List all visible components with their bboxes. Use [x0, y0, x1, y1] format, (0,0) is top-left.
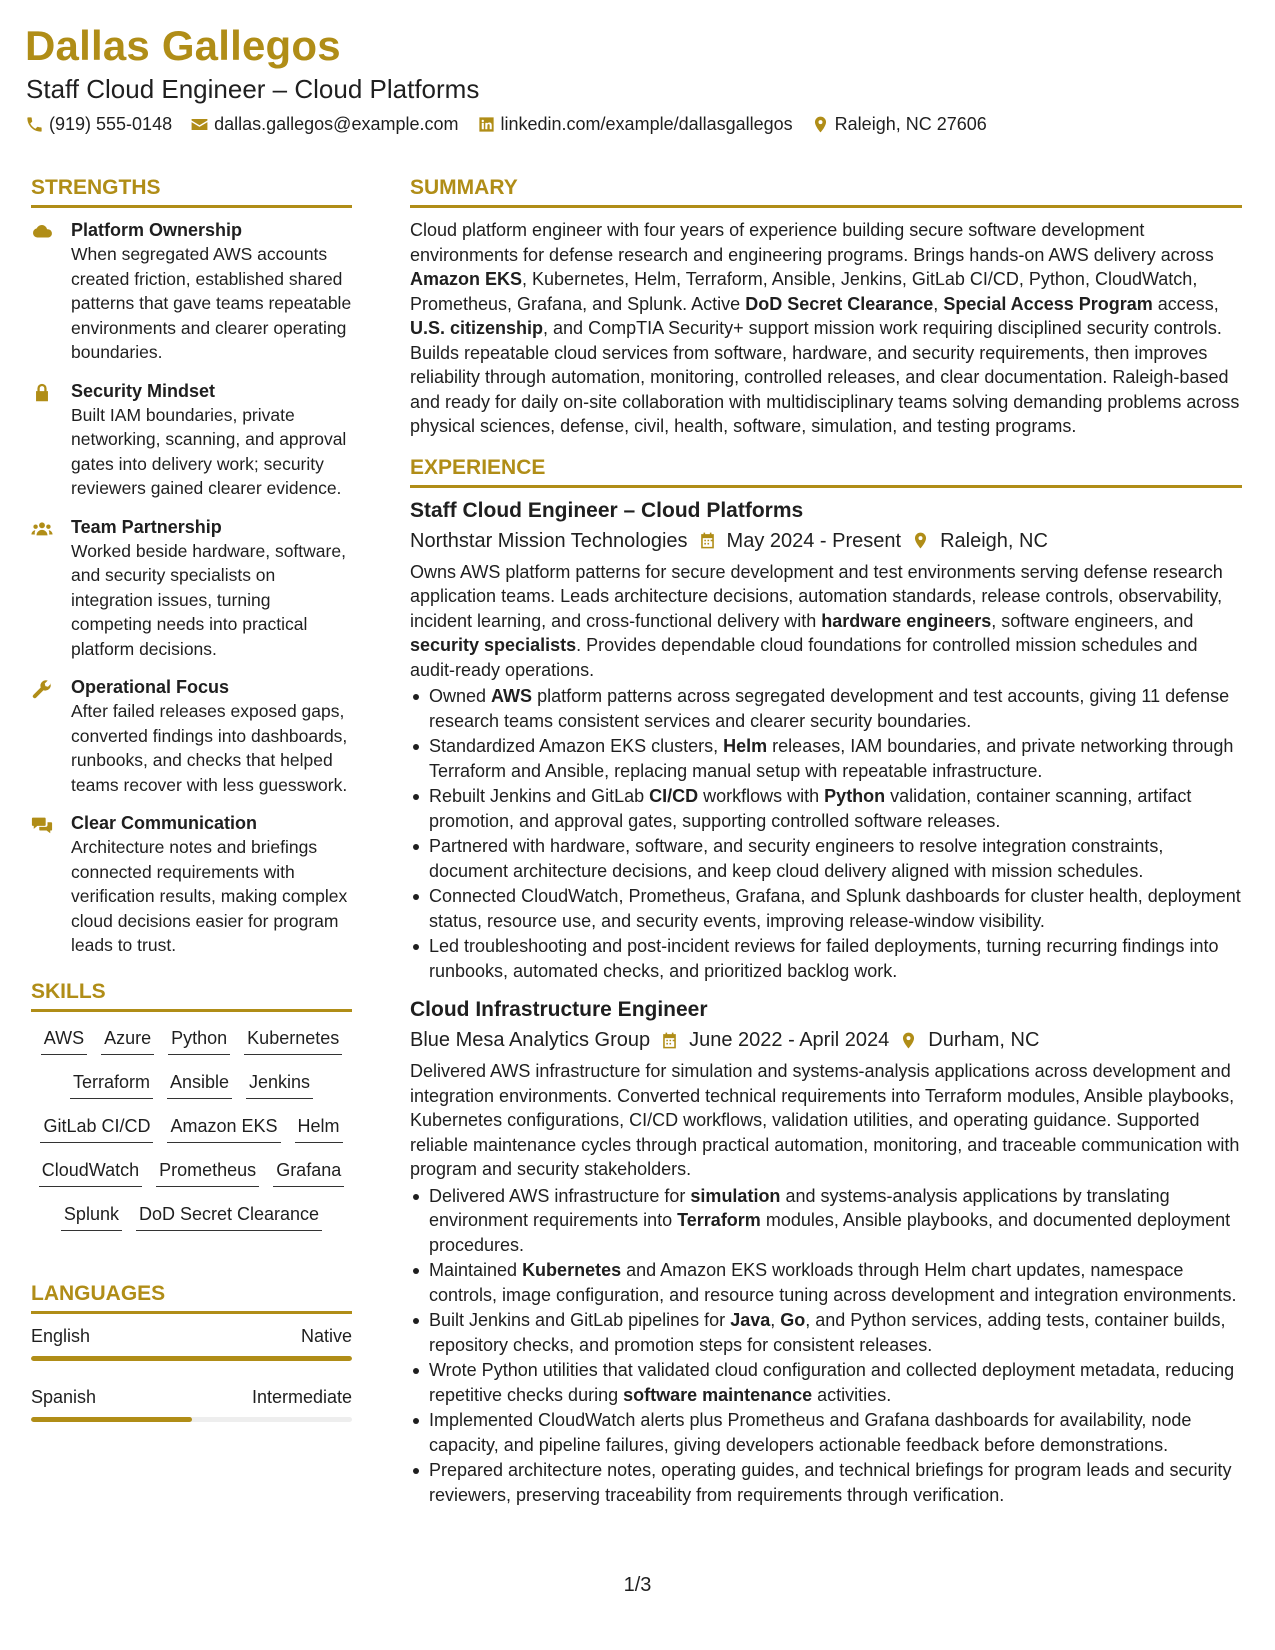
skill-tag: Helm: [295, 1110, 343, 1143]
text-run: Delivered AWS infrastructure for: [429, 1185, 691, 1206]
skill-tag: Prometheus: [156, 1154, 259, 1187]
language-row: [31, 1385, 352, 1409]
text-run: Delivered AWS infrastructure for simulation and systems-analysis applications across development and integration environments. Converted technical requirements into Terraform modules, Ansible playbooks, Kubernetes configurations, CI/CD workflows, validation utilities, and operating guidance. Supported reliable maintenance cycles through practical automation, monitoring, and traceable communication with program and security stakeholders.: [410, 1061, 1240, 1179]
strength-item: [31, 218, 352, 365]
strength-text: [71, 811, 352, 958]
skills-heading: SKILLS: [31, 980, 352, 1012]
bold-text: AWS: [491, 686, 533, 706]
bold-text: Amazon EKS: [410, 269, 523, 289]
candidate-title: Staff Cloud Engineer – Cloud Platforms: [26, 74, 480, 104]
cloud-icon: [31, 221, 53, 243]
comments-icon: [31, 814, 53, 836]
contact-email[interactable]: [190, 114, 458, 135]
skill-tag: GitLab CI/CD: [40, 1110, 153, 1143]
users-icon: [31, 518, 53, 540]
bullet-item: [410, 734, 1242, 783]
bold-text: software maintenance: [623, 1384, 813, 1405]
language-name: Spanish: [31, 1386, 97, 1407]
job-bullets: [410, 684, 1242, 983]
skill-tag: Kubernetes: [244, 1022, 342, 1055]
strength-item: [31, 811, 352, 958]
job-dates: June 2022 - April 2024: [689, 1029, 890, 1051]
strength-description: After failed releases exposed gaps, converted findings into dashboards, runbooks, and checks that helped teams recover with less guesswork.: [71, 701, 348, 795]
skill-tag: CloudWatch: [39, 1154, 142, 1187]
users-icon: [31, 515, 71, 662]
strength-title: Operational Focus: [71, 677, 230, 697]
languages-list: [31, 1324, 352, 1422]
skill-tag: Terraform: [70, 1066, 153, 1099]
bold-text: security specialists: [410, 635, 577, 655]
text-run: , software engineers, and: [991, 610, 1194, 631]
bullet-item: [410, 834, 1242, 883]
bullet-item: [410, 1408, 1242, 1457]
text-run: Built Jenkins and GitLab pipelines for: [429, 1310, 731, 1330]
calendar-icon: [698, 531, 717, 550]
job-entry: [410, 498, 1242, 984]
experience-heading: EXPERIENCE: [410, 456, 1242, 488]
map-pin-icon: [811, 115, 830, 134]
map-pin-icon: [911, 531, 930, 550]
language-proficiency-fill: [31, 1417, 192, 1422]
cloud-icon: [31, 218, 71, 365]
text-run: Connected CloudWatch, Prometheus, Grafana, and Splunk dashboards for cluster health, deployment status, resource use, and security events, improving release-window visibility.: [429, 886, 1241, 931]
location-text: Raleigh, NC 27606: [834, 114, 987, 134]
bold-text: hardware engineers: [821, 610, 992, 631]
text-run: , and Python services, adding tests, container builds, repository checks, and promotion steps for consistent releases.: [429, 1310, 1226, 1355]
text-run: Wrote Python utilities that validated cloud configuration and collected deployment metadata, reducing repetitive checks during: [429, 1360, 1235, 1405]
text-run: Led troubleshooting and post-incident reviews for failed deployments, turning recurring findings into runbooks, automated checks, and prioritized backlog work.: [429, 936, 1219, 981]
job-company: Northstar Mission Technologies: [410, 529, 688, 552]
phone-icon: [25, 115, 44, 134]
lock-icon: [31, 382, 53, 404]
strength-title: Security Mindset: [71, 380, 216, 401]
language-proficiency-bar: [31, 1356, 352, 1361]
wrench-icon: [31, 678, 53, 700]
bullet-item: [410, 784, 1242, 833]
text-run: Maintained: [429, 1260, 523, 1280]
text-run: access,: [1152, 293, 1219, 314]
skill-tag: Amazon EKS: [167, 1110, 280, 1143]
job-dates: May 2024 - Present: [726, 529, 902, 552]
bold-text: Helm: [723, 736, 768, 756]
bold-text: Java: [730, 1310, 771, 1330]
language-level: Intermediate: [251, 1386, 352, 1407]
text-run: Rebuilt Jenkins and GitLab: [429, 786, 650, 806]
text-run: ,: [933, 293, 944, 314]
envelope-icon: [190, 115, 209, 134]
text-run: ,: [770, 1310, 781, 1330]
bold-text: DoD Secret Clearance: [745, 293, 934, 314]
text-run: Prepared architecture notes, operating guides, and technical briefings for program leads and security reviewers, preserving traceability from requirements through verification.: [429, 1460, 1232, 1505]
bold-text: Go: [780, 1310, 806, 1330]
language-proficiency-bar: [31, 1417, 352, 1422]
map-pin-icon: [899, 1031, 918, 1050]
skill-tag: Ansible: [167, 1066, 232, 1099]
text-run: and systems-analysis applications by translating environment requirements into: [429, 1185, 1170, 1230]
languages-heading: LANGUAGES: [31, 1282, 352, 1314]
skill-tag: Azure: [101, 1022, 154, 1055]
strength-text: [71, 379, 352, 501]
comments-icon: [31, 811, 71, 958]
page-number: 1/3: [623, 1574, 652, 1596]
contact-bar: [25, 114, 1005, 135]
language-row: [31, 1324, 352, 1348]
bullet-item: [410, 884, 1242, 933]
bold-text: Python: [824, 786, 886, 806]
job-meta: [410, 527, 1242, 555]
strength-text: [71, 218, 352, 365]
strengths-list: [31, 218, 352, 958]
strength-title: Platform Ownership: [71, 220, 243, 240]
phone-text: (919) 555-0148: [49, 114, 173, 134]
left-column: [31, 176, 352, 1446]
email-text: dallas.gallegos@example.com: [214, 114, 459, 134]
job-bullets: [410, 1184, 1242, 1508]
job-title: Staff Cloud Engineer – Cloud Platforms: [410, 498, 804, 522]
strengths-heading: STRENGTHS: [31, 176, 352, 208]
text-run: modules, Ansible playbooks, and documented deployment procedures.: [429, 1210, 1231, 1255]
contact-phone[interactable]: [25, 114, 172, 135]
language-level: Native: [300, 1325, 352, 1346]
text-run: Implemented CloudWatch alerts plus Prometheus and Grafana dashboards for availability, node capacity, and pipeline failures, giving developers actionable feedback before demonstrations.: [429, 1410, 1192, 1455]
bullet-item: [410, 1458, 1242, 1507]
strength-item: [31, 379, 352, 501]
text-run: . Provides dependable cloud foundations for controlled mission schedules and audit-ready operations.: [410, 635, 1198, 680]
language-item: [31, 1385, 352, 1422]
skill-tag: Grafana: [273, 1154, 344, 1187]
bold-text: CI/CD: [649, 786, 699, 806]
skill-tag: Python: [168, 1022, 230, 1055]
jobs-list: [410, 498, 1242, 1508]
job-company: Blue Mesa Analytics Group: [410, 1029, 651, 1051]
skill-tag: Splunk: [61, 1198, 122, 1231]
bullet-item: [410, 684, 1242, 733]
job-summary: [410, 560, 1242, 683]
bullet-item: [410, 1308, 1242, 1357]
strength-item: [31, 515, 352, 662]
strength-title: Clear Communication: [71, 813, 258, 833]
text-run: releases, IAM boundaries, and private networking through Terraform and Ansible, replacing manual setup with repeatable infrastructure.: [429, 736, 1234, 781]
text-run: Owned: [429, 686, 492, 706]
linkedin-text: linkedin.com/example/dallasgallegos: [500, 114, 793, 134]
calendar-icon: [660, 1031, 679, 1050]
bold-text: simulation: [690, 1185, 781, 1206]
bold-text: Kubernetes: [522, 1260, 622, 1280]
skills-list: [31, 1022, 352, 1242]
strength-description: Architecture notes and briefings connected requirements with verification results, making complex cloud decisions easier for program leads to trust.: [71, 837, 348, 955]
job-location: Durham, NC: [928, 1029, 1040, 1051]
job-entry: [410, 997, 1242, 1507]
language-name: English: [31, 1325, 91, 1346]
bold-text: Special Access Program: [943, 293, 1153, 314]
bullet-item: [410, 1184, 1242, 1258]
skill-tag: Jenkins: [246, 1066, 313, 1099]
text-run: , Kubernetes, Helm, Terraform, Ansible, Jenkins, GitLab CI/CD, Python, CloudWatch, Prometheus, Grafana, and Splunk. Active: [410, 269, 1198, 314]
strength-title: Team Partnership: [71, 516, 222, 537]
bold-text: U.S. citizenship: [410, 318, 544, 338]
linkedin-icon: [477, 115, 496, 134]
language-proficiency-fill: [31, 1356, 352, 1361]
text-run: Cloud platform engineer with four years of experience building secure software development environments for defense research and engineering programs. Brings hands-on AWS delivery across: [410, 220, 1214, 265]
strength-text: [71, 675, 352, 797]
bold-text: Terraform: [677, 1210, 761, 1230]
strength-item: [31, 675, 352, 797]
strength-description: When segregated AWS accounts created friction, established shared patterns that gave teams repeatable environments and clearer operating boundaries.: [71, 244, 352, 362]
skill-tag: AWS: [41, 1022, 87, 1055]
bullet-item: [410, 1358, 1242, 1407]
strength-text: [71, 515, 352, 662]
job-summary: [410, 1059, 1242, 1182]
text-run: activities.: [812, 1384, 892, 1405]
wrench-icon: [31, 675, 71, 797]
lock-icon: [31, 379, 71, 501]
text-run: and Amazon EKS workloads through Helm chart updates, namespace controls, image configuration, and resource tuning across development and integration environments.: [429, 1260, 1237, 1305]
text-run: workflows with: [698, 786, 825, 806]
candidate-name: Dallas Gallegos: [25, 22, 341, 69]
text-run: Owns AWS platform patterns for secure development and test environments serving defense research application teams. Leads architecture decisions, automation standards, release controls, observability, incident learning, and cross-functional delivery with: [410, 561, 1223, 631]
strength-description: Worked beside hardware, software, and security specialists on integration issues, turning competing needs into practical platform decisions.: [71, 540, 346, 659]
text-run: Partnered with hardware, software, and security engineers to resolve integration constraints, document architecture decisions, and keep cloud delivery aligned with mission schedules.: [429, 836, 1164, 881]
skill-tag: DoD Secret Clearance: [136, 1198, 322, 1231]
summary-heading: SUMMARY: [410, 176, 1242, 208]
text-run: validation, container scanning, artifact promotion, and approval gates, supporting controlled software releases.: [429, 786, 1192, 831]
contact-location: [811, 114, 987, 135]
summary-text: [410, 218, 1242, 439]
right-column: [410, 176, 1242, 1521]
text-run: platform patterns across segregated development and test accounts, giving 11 defense research teams consistent services and clearer security boundaries.: [429, 686, 1230, 731]
bullet-item: [410, 934, 1242, 983]
job-title: Cloud Infrastructure Engineer: [410, 998, 708, 1021]
language-item: [31, 1324, 352, 1361]
strength-description: Built IAM boundaries, private networking, scanning, and approval gates into delivery work; security reviewers gained clearer evidence.: [71, 404, 347, 498]
bullet-item: [410, 1258, 1242, 1307]
text-run: Standardized Amazon EKS clusters,: [429, 736, 724, 756]
job-meta: [410, 1026, 1242, 1054]
text-run: , and CompTIA Security+ support mission work requiring disciplined security controls. Builds repeatable cloud services from software, hardware, and security requirements, then improves reliability through automation, monitoring, controlled releases, and clear documentation. Raleigh-based and ready for daily on-site collaboration with multidisciplinary teams solving demanding problems across physical sciences, defense, civil, health, software, simulation, and testing programs.: [410, 318, 1240, 436]
job-location: Raleigh, NC: [940, 529, 1048, 552]
contact-linkedin[interactable]: [477, 114, 793, 135]
